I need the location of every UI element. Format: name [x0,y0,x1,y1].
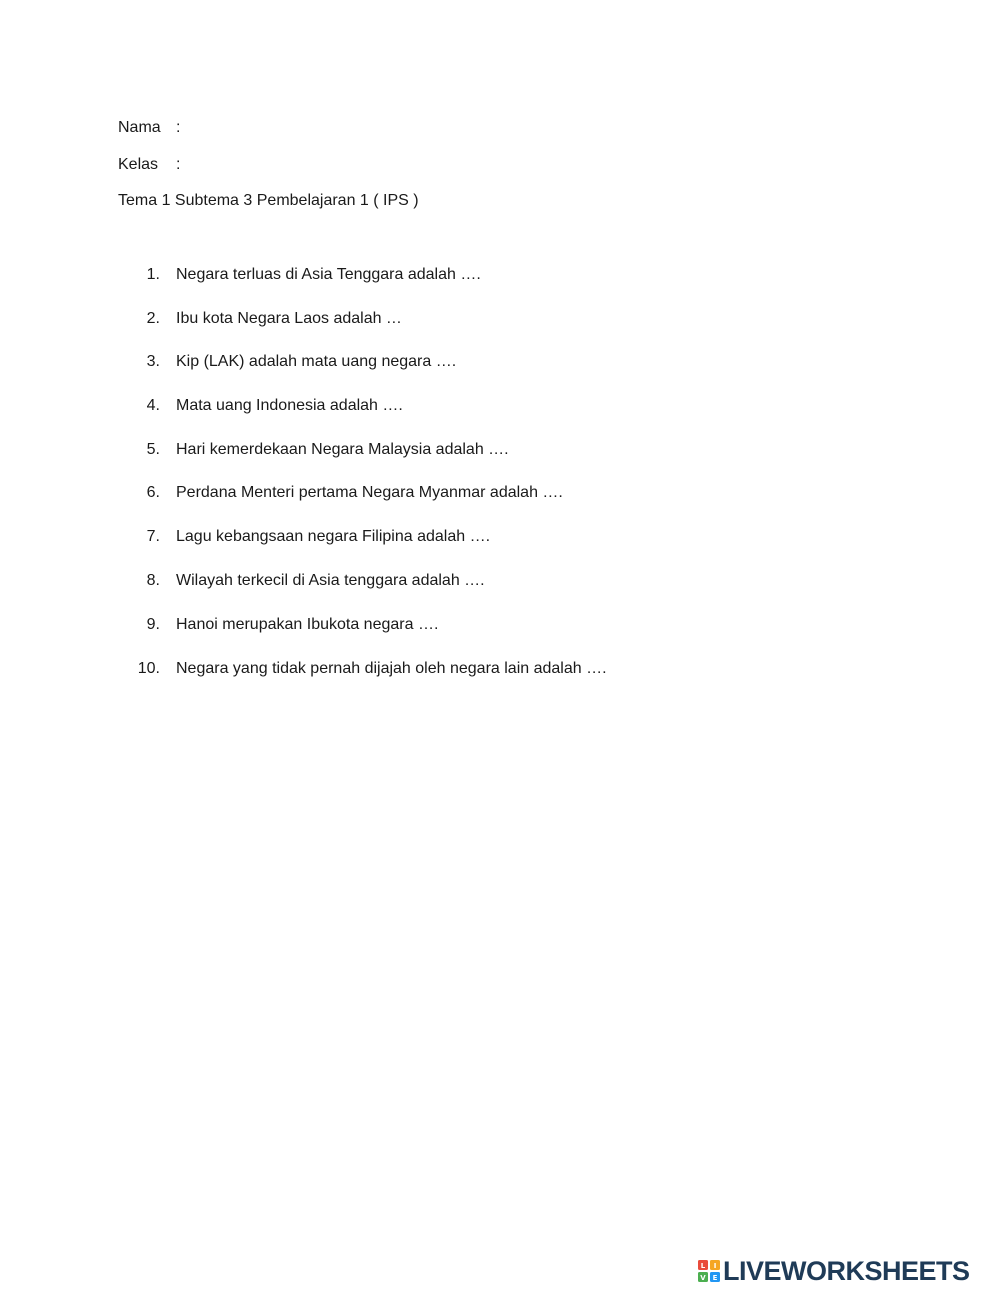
question-number: 6. [146,484,160,501]
liveworksheets-watermark [698,1258,970,1284]
question-text: Negara yang tidak pernah dijajah oleh negara lain adalah …. [176,660,607,677]
question-item [0,526,1000,548]
nama-label: Nama [118,119,161,136]
question-item [0,264,1000,286]
question-text: Perdana Menteri pertama Negara Myanmar adalah …. [176,484,563,501]
svg-text:V: V [700,1274,706,1282]
kelas-label: Kelas [118,156,159,173]
question-number: 7. [146,528,160,545]
question-number: 9. [146,616,160,633]
question-text: Hari kemerdekaan Negara Malaysia adalah …. [176,441,509,458]
question-item [0,614,1000,636]
question-item [0,439,1000,461]
question-item [0,351,1000,373]
question-item [0,395,1000,417]
nama-colon: : [176,119,181,136]
question-text: Negara terluas di Asia Tenggara adalah …. [176,266,481,283]
question-text: Mata uang Indonesia adalah …. [176,397,403,414]
question-number: 4. [146,397,160,414]
question-item [0,658,1000,680]
liveworksheets-logo-icon [698,1260,720,1282]
svg-text:L: L [700,1262,706,1270]
question-item [0,308,1000,330]
question-text: Hanoi merupakan Ibukota negara …. [176,616,439,633]
question-number: 8. [146,572,160,589]
question-number: 3. [146,353,160,370]
kelas-colon: : [176,156,181,173]
question-text: Ibu kota Negara Laos adalah … [176,310,402,327]
question-text: Wilayah terkecil di Asia tenggara adalah …. [176,572,485,589]
question-number: 1. [146,266,160,283]
question-text: Kip (LAK) adalah mata uang negara …. [176,353,457,370]
liveworksheets-wordmark: LIVEWORKSHEETS [723,1256,970,1286]
question-text: Lagu kebangsaan negara Filipina adalah …. [176,528,491,545]
question-item [0,482,1000,504]
svg-text:E: E [712,1274,718,1282]
question-number: 5. [146,441,160,458]
subject-title: Tema 1 Subtema 3 Pembelajaran 1 ( IPS ) [118,192,419,209]
svg-text:I: I [713,1262,717,1270]
question-number: 10. [137,660,160,677]
question-number: 2. [146,310,160,327]
question-item [0,570,1000,592]
